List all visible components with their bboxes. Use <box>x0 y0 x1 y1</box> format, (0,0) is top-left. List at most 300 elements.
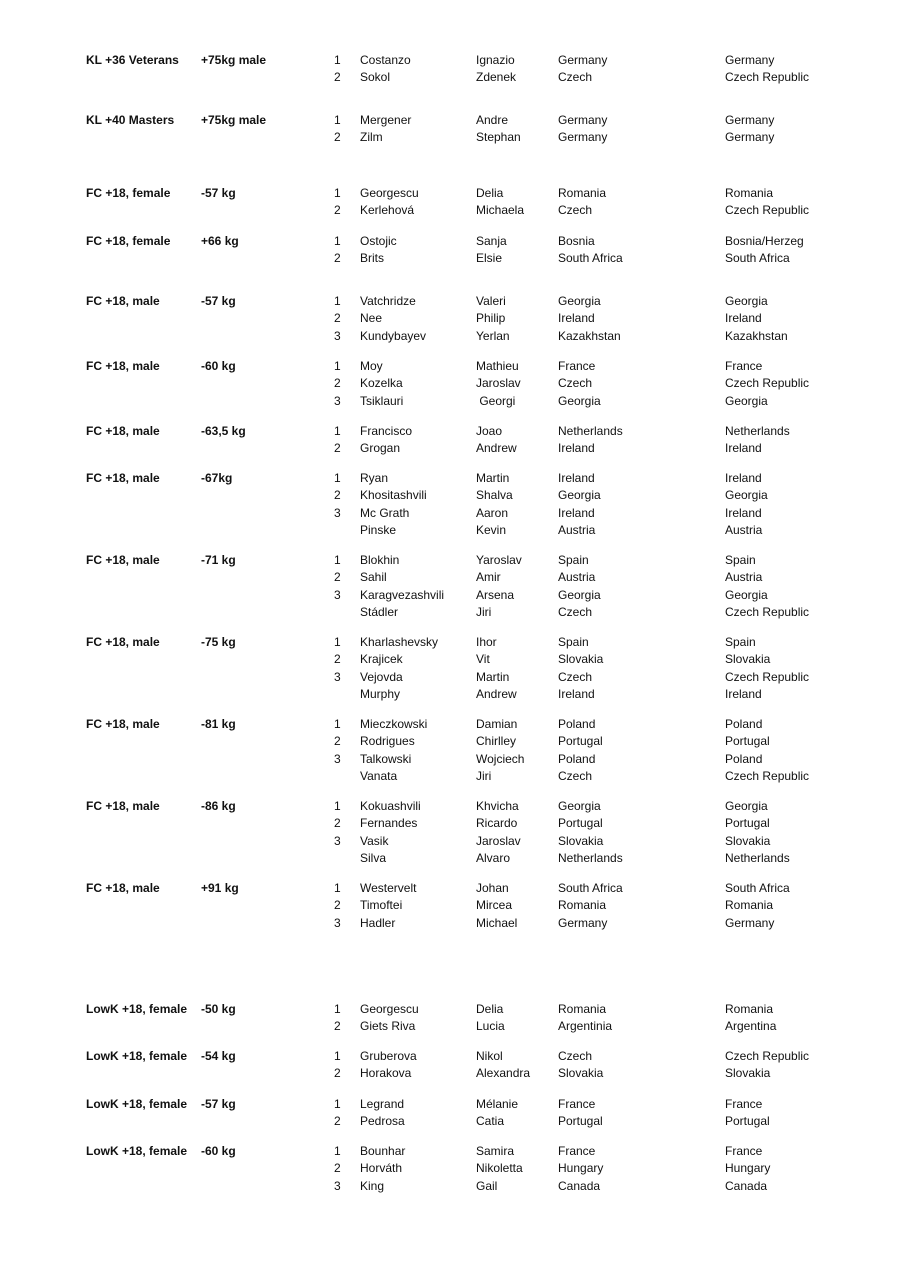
first-name-cell: Kevin <box>476 522 507 537</box>
first-name-cell: Andrew <box>476 441 517 456</box>
nation-cell: Czech Republic <box>725 669 810 684</box>
result-group <box>0 798 900 867</box>
nation-cell: Romania <box>725 1002 774 1016</box>
place-cell: 1 <box>334 1097 341 1111</box>
result-group <box>0 880 900 932</box>
nation-cell: Romania <box>725 898 774 913</box>
result-row <box>0 634 900 651</box>
place-cell: 1 <box>334 234 341 248</box>
country-cell: France <box>558 359 596 373</box>
nation-cell: Czech Republic <box>725 1049 810 1063</box>
first-name-cell: Ignazio <box>476 53 515 67</box>
result-group <box>0 358 900 410</box>
place-cell: 1 <box>334 553 341 567</box>
place-cell: 3 <box>334 751 341 766</box>
last-name-cell: Kerlehová <box>360 203 415 218</box>
weight-class-label: -50 kg <box>201 1002 236 1016</box>
last-name-cell: Giets Riva <box>360 1019 416 1034</box>
result-row <box>0 505 900 522</box>
country-cell: Portugal <box>558 1114 603 1129</box>
result-row <box>0 915 900 932</box>
nation-cell: Romania <box>725 186 774 200</box>
first-name-cell: Mélanie <box>476 1097 519 1111</box>
nation-cell: Georgia <box>725 393 768 408</box>
first-name-cell: Nikoletta <box>476 1161 523 1176</box>
place-cell: 2 <box>334 734 341 749</box>
nation-cell: Ireland <box>725 441 762 456</box>
country-cell: Czech <box>558 669 593 684</box>
first-name-cell: Jiri <box>476 768 492 783</box>
first-name-cell: Yaroslav <box>476 553 522 567</box>
country-cell: Slovakia <box>558 833 604 848</box>
result-row <box>0 185 900 202</box>
last-name-cell: Pedrosa <box>360 1114 405 1129</box>
country-cell: Georgia <box>558 294 601 308</box>
first-name-cell: Mathieu <box>476 359 519 373</box>
category-label: KL +40 Masters <box>86 113 175 127</box>
last-name-cell: Costanzo <box>360 53 411 67</box>
result-group <box>0 293 900 345</box>
last-name-cell: Vejovda <box>360 669 403 684</box>
result-row <box>0 880 900 897</box>
place-cell: 3 <box>334 915 341 930</box>
last-name-cell: Nee <box>360 311 383 326</box>
last-name-cell: Bounhar <box>360 1144 406 1158</box>
first-name-cell: Johan <box>476 881 509 895</box>
last-name-cell: Pinske <box>360 522 397 537</box>
nation-cell: Netherlands <box>725 850 790 865</box>
weight-class-label: -60 kg <box>201 1144 236 1158</box>
weight-class-label: +91 kg <box>201 881 239 895</box>
first-name-cell: Valeri <box>476 294 506 308</box>
nation-cell: Germany <box>725 113 775 127</box>
result-row <box>0 798 900 815</box>
first-name-cell: Samira <box>476 1144 515 1158</box>
last-name-cell: Vatchridze <box>360 294 416 308</box>
weight-class-label: -57 kg <box>201 186 236 200</box>
result-row <box>0 129 900 146</box>
last-name-cell: Zilm <box>360 130 383 145</box>
weight-class-label: -67kg <box>201 471 233 485</box>
weight-class-label: -81 kg <box>201 717 236 731</box>
country-cell: Kazakhstan <box>558 328 621 343</box>
place-cell: 1 <box>334 113 341 127</box>
result-group <box>0 1048 900 1083</box>
place-cell: 3 <box>334 505 341 520</box>
country-cell: Canada <box>558 1178 601 1193</box>
first-name-cell: Yerlan <box>476 328 510 343</box>
result-group <box>0 716 900 785</box>
place-cell: 1 <box>334 1049 341 1063</box>
first-name-cell: Andre <box>476 113 509 127</box>
nation-cell: Spain <box>725 635 756 649</box>
result-row <box>0 604 900 621</box>
nation-cell: South Africa <box>725 251 790 266</box>
category-label: FC +18, male <box>86 799 160 813</box>
first-name-cell: Vit <box>476 652 490 667</box>
first-name-cell: Damian <box>476 717 518 731</box>
place-cell: 2 <box>334 816 341 831</box>
weight-class-label: -75 kg <box>201 635 236 649</box>
weight-class-label: +66 kg <box>201 234 239 248</box>
nation-cell: Slovakia <box>725 833 771 848</box>
first-name-cell: Nikol <box>476 1049 503 1063</box>
last-name-cell: Kharlashevsky <box>360 635 439 649</box>
result-group <box>0 112 900 147</box>
last-name-cell: Georgescu <box>360 1002 419 1016</box>
first-name-cell: Georgi <box>476 393 516 408</box>
country-cell: Slovakia <box>558 652 604 667</box>
nation-cell: Georgia <box>725 587 768 602</box>
first-name-cell: Michaela <box>476 203 525 218</box>
result-row <box>0 310 900 327</box>
first-name-cell: Alvaro <box>476 850 511 865</box>
nation-cell: Hungary <box>725 1161 771 1176</box>
nation-cell: Slovakia <box>725 652 771 667</box>
result-row <box>0 522 900 539</box>
country-cell: Romania <box>558 898 607 913</box>
place-cell: 3 <box>334 1178 341 1193</box>
nation-cell: Poland <box>725 717 763 731</box>
country-cell: Czech <box>558 604 593 619</box>
last-name-cell: Khositashvili <box>360 488 427 503</box>
first-name-cell: Amir <box>476 570 501 585</box>
nation-cell: Germany <box>725 915 775 930</box>
result-row <box>0 487 900 504</box>
place-cell: 2 <box>334 203 341 218</box>
weight-class-label: -57 kg <box>201 1097 236 1111</box>
result-row <box>0 768 900 785</box>
place-cell: 2 <box>334 570 341 585</box>
nation-cell: Kazakhstan <box>725 328 788 343</box>
first-name-cell: Mircea <box>476 898 513 913</box>
place-cell: 2 <box>334 1066 341 1081</box>
result-row <box>0 393 900 410</box>
result-row <box>0 1178 900 1195</box>
last-name-cell: Vasik <box>360 833 389 848</box>
result-row <box>0 686 900 703</box>
nation-cell: Ireland <box>725 471 762 485</box>
country-cell: Austria <box>558 570 596 585</box>
category-label: LowK +18, female <box>86 1049 188 1063</box>
last-name-cell: Rodrigues <box>360 734 415 749</box>
weight-class-label: +75kg male <box>201 113 267 127</box>
result-row <box>0 651 900 668</box>
first-name-cell: Jaroslav <box>476 833 521 848</box>
first-name-cell: Stephan <box>476 130 521 145</box>
country-cell: Germany <box>558 915 608 930</box>
weight-class-label: -54 kg <box>201 1049 236 1063</box>
weight-class-label: -60 kg <box>201 359 236 373</box>
result-group <box>0 634 900 703</box>
place-cell: 1 <box>334 717 341 731</box>
category-label: FC +18, female <box>86 186 171 200</box>
country-cell: Netherlands <box>558 850 623 865</box>
nation-cell: Portugal <box>725 1114 770 1129</box>
category-label: KL +36 Veterans <box>86 53 179 67</box>
country-cell: Georgia <box>558 488 601 503</box>
category-label: LowK +18, female <box>86 1002 188 1016</box>
country-cell: South Africa <box>558 251 623 266</box>
result-row <box>0 815 900 832</box>
last-name-cell: Fernandes <box>360 816 418 831</box>
country-cell: Argentinia <box>558 1019 613 1034</box>
country-cell: Czech <box>558 768 593 783</box>
nation-cell: Georgia <box>725 488 768 503</box>
first-name-cell: Andrew <box>476 686 517 701</box>
first-name-cell: Wojciech <box>476 751 525 766</box>
result-row <box>0 358 900 375</box>
result-row <box>0 470 900 487</box>
category-label: FC +18, female <box>86 234 171 248</box>
first-name-cell: Sanja <box>476 234 507 248</box>
result-row <box>0 833 900 850</box>
country-cell: Georgia <box>558 799 601 813</box>
nation-cell: France <box>725 359 763 373</box>
weight-class-label: -86 kg <box>201 799 236 813</box>
place-cell: 1 <box>334 294 341 308</box>
last-name-cell: Vanata <box>360 768 398 783</box>
first-name-cell: Zdenek <box>476 70 517 85</box>
result-row <box>0 669 900 686</box>
first-name-cell: Ihor <box>476 635 497 649</box>
result-row <box>0 423 900 440</box>
country-cell: Spain <box>558 553 589 567</box>
last-name-cell: Westervelt <box>360 881 417 895</box>
weight-class-label: +75kg male <box>201 53 267 67</box>
country-cell: Austria <box>558 522 596 537</box>
place-cell: 2 <box>334 311 341 326</box>
last-name-cell: Stádler <box>360 604 399 619</box>
first-name-cell: Philip <box>476 311 506 326</box>
place-cell: 2 <box>334 376 341 391</box>
first-name-cell: Aaron <box>476 505 509 520</box>
place-cell: 1 <box>334 799 341 813</box>
nation-cell: Portugal <box>725 734 770 749</box>
weight-class-label: -57 kg <box>201 294 236 308</box>
category-label: LowK +18, female <box>86 1097 188 1111</box>
nation-cell: Germany <box>725 53 775 67</box>
nation-cell: Spain <box>725 553 756 567</box>
place-cell: 1 <box>334 186 341 200</box>
place-cell: 1 <box>334 1002 341 1016</box>
result-row <box>0 1048 900 1065</box>
nation-cell: South Africa <box>725 881 790 895</box>
country-cell: Ireland <box>558 686 595 701</box>
country-cell: France <box>558 1097 596 1111</box>
result-group <box>0 1143 900 1195</box>
nation-cell: Georgia <box>725 799 768 813</box>
last-name-cell: Gruberova <box>360 1049 417 1063</box>
last-name-cell: Mc Grath <box>360 505 410 520</box>
result-group <box>0 52 900 87</box>
nation-cell: Slovakia <box>725 1066 771 1081</box>
result-row <box>0 587 900 604</box>
last-name-cell: Krajicek <box>360 652 403 667</box>
country-cell: Czech <box>558 1049 593 1063</box>
place-cell: 2 <box>334 70 341 85</box>
last-name-cell: Legrand <box>360 1097 405 1111</box>
result-row <box>0 112 900 129</box>
last-name-cell: Timoftei <box>360 898 403 913</box>
country-cell: Ireland <box>558 505 595 520</box>
place-cell: 1 <box>334 53 341 67</box>
place-cell: 2 <box>334 652 341 667</box>
first-name-cell: Alexandra <box>476 1066 531 1081</box>
nation-cell: Czech Republic <box>725 376 810 391</box>
country-cell: Poland <box>558 751 596 766</box>
place-cell: 2 <box>334 251 341 266</box>
place-cell: 3 <box>334 587 341 602</box>
country-cell: Czech <box>558 70 593 85</box>
country-cell: Czech <box>558 376 593 391</box>
last-name-cell: King <box>360 1178 385 1193</box>
first-name-cell: Michael <box>476 915 518 930</box>
weight-class-label: -63,5 kg <box>201 424 246 438</box>
country-cell: Bosnia <box>558 234 595 248</box>
category-label: FC +18, male <box>86 635 160 649</box>
nation-cell: Georgia <box>725 294 768 308</box>
category-label: FC +18, male <box>86 553 160 567</box>
last-name-cell: Grogan <box>360 441 401 456</box>
result-row <box>0 716 900 733</box>
last-name-cell: Ostojic <box>360 234 397 248</box>
place-cell: 1 <box>334 635 341 649</box>
last-name-cell: Kundybayev <box>360 328 427 343</box>
country-cell: Hungary <box>558 1161 604 1176</box>
nation-cell: France <box>725 1144 763 1158</box>
first-name-cell: Martin <box>476 471 510 485</box>
place-cell: 1 <box>334 424 341 438</box>
place-cell: 1 <box>334 471 341 485</box>
first-name-cell: Elsie <box>476 251 503 266</box>
first-name-cell: Ricardo <box>476 816 518 831</box>
result-row <box>0 250 900 267</box>
last-name-cell: Sokol <box>360 70 391 85</box>
last-name-cell: Silva <box>360 850 387 865</box>
category-label: FC +18, male <box>86 471 160 485</box>
last-name-cell: Moy <box>360 359 383 373</box>
country-cell: Georgia <box>558 587 601 602</box>
first-name-cell: Delia <box>476 1002 504 1016</box>
nation-cell: Czech Republic <box>725 203 810 218</box>
nation-cell: Austria <box>725 522 763 537</box>
result-row <box>0 1065 900 1082</box>
country-cell: Spain <box>558 635 589 649</box>
first-name-cell: Martin <box>476 669 510 684</box>
nation-cell: Argentina <box>725 1019 777 1034</box>
result-group <box>0 1001 900 1036</box>
nation-cell: Portugal <box>725 816 770 831</box>
first-name-cell: Shalva <box>476 488 513 503</box>
place-cell: 3 <box>334 328 341 343</box>
result-row <box>0 440 900 457</box>
category-label: FC +18, male <box>86 294 160 308</box>
place-cell: 1 <box>334 881 341 895</box>
country-cell: Portugal <box>558 734 603 749</box>
first-name-cell: Catia <box>476 1114 505 1129</box>
result-row <box>0 52 900 69</box>
last-name-cell: Georgescu <box>360 186 419 200</box>
result-group <box>0 423 900 458</box>
place-cell: 2 <box>334 441 341 456</box>
nation-cell: Czech Republic <box>725 70 810 85</box>
last-name-cell: Murphy <box>360 686 401 701</box>
country-cell: Romania <box>558 1002 607 1016</box>
result-group <box>0 233 900 268</box>
place-cell: 1 <box>334 1144 341 1158</box>
nation-cell: Poland <box>725 751 763 766</box>
nation-cell: Ireland <box>725 505 762 520</box>
result-row <box>0 850 900 867</box>
last-name-cell: Hadler <box>360 915 396 930</box>
place-cell: 2 <box>334 130 341 145</box>
last-name-cell: Mieczkowski <box>360 717 428 731</box>
nation-cell: Netherlands <box>725 424 790 438</box>
first-name-cell: Jiri <box>476 604 492 619</box>
country-cell: Ireland <box>558 311 595 326</box>
result-group <box>0 185 900 220</box>
result-row <box>0 733 900 750</box>
place-cell: 2 <box>334 1019 341 1034</box>
place-cell: 1 <box>334 359 341 373</box>
result-row <box>0 293 900 310</box>
place-cell: 3 <box>334 669 341 684</box>
last-name-cell: Francisco <box>360 424 413 438</box>
result-row <box>0 202 900 219</box>
first-name-cell: Joao <box>476 424 503 438</box>
nation-cell: Ireland <box>725 686 762 701</box>
first-name-cell: Delia <box>476 186 504 200</box>
result-group <box>0 1096 900 1131</box>
result-row <box>0 569 900 586</box>
nation-cell: Ireland <box>725 311 762 326</box>
country-cell: Portugal <box>558 816 603 831</box>
result-row <box>0 1096 900 1113</box>
country-cell: France <box>558 1144 596 1158</box>
weight-class-label: -71 kg <box>201 553 236 567</box>
first-name-cell: Khvicha <box>476 799 519 813</box>
first-name-cell: Arsena <box>476 587 515 602</box>
place-cell: 2 <box>334 1161 341 1176</box>
country-cell: Ireland <box>558 441 595 456</box>
last-name-cell: Kokuashvili <box>360 799 421 813</box>
country-cell: Germany <box>558 130 608 145</box>
category-label: FC +18, male <box>86 424 160 438</box>
result-row <box>0 69 900 86</box>
result-row <box>0 375 900 392</box>
result-row <box>0 1143 900 1160</box>
result-row <box>0 1113 900 1130</box>
category-label: FC +18, male <box>86 717 160 731</box>
last-name-cell: Horakova <box>360 1066 412 1081</box>
first-name-cell: Jaroslav <box>476 376 521 391</box>
result-row <box>0 233 900 250</box>
category-label: FC +18, male <box>86 359 160 373</box>
last-name-cell: Ryan <box>360 471 389 485</box>
country-cell: Germany <box>558 113 608 127</box>
last-name-cell: Brits <box>360 251 384 266</box>
place-cell: 3 <box>334 393 341 408</box>
first-name-cell: Chirlley <box>476 734 517 749</box>
last-name-cell: Horváth <box>360 1161 403 1176</box>
place-cell: 2 <box>334 1114 341 1129</box>
first-name-cell: Lucia <box>476 1019 505 1034</box>
last-name-cell: Karagvezashvili <box>360 587 445 602</box>
last-name-cell: Tsiklauri <box>360 393 404 408</box>
result-row <box>0 552 900 569</box>
country-cell: Poland <box>558 717 596 731</box>
